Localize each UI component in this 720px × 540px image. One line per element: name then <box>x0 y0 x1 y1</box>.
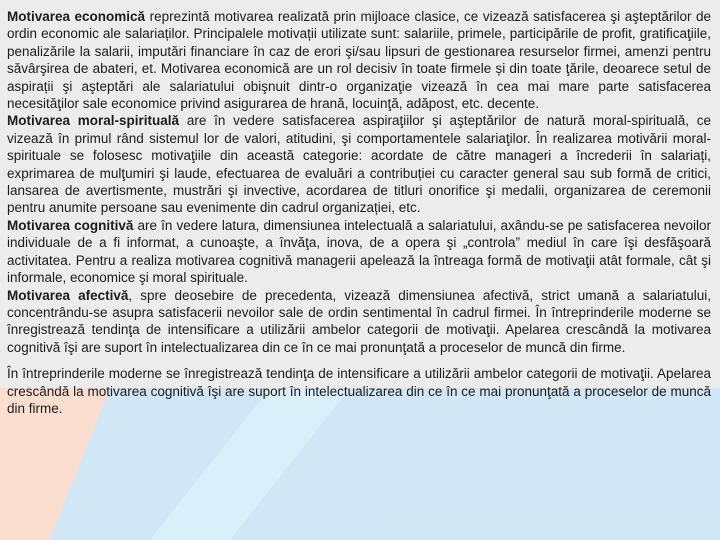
paragraph-cognitive-motivation <box>7 217 711 287</box>
paragraph-affective-motivation <box>7 287 711 357</box>
paragraph-moral-spiritual-motivation <box>7 112 711 216</box>
paragraph-text: are în vedere latura, dimensiunea intelectuală a salariatului, axându-se pe satisfacerea nevoilor individuale de a fi informat, a cunoaşte, a învăţa, inova, de a opera şi „controla” mediul în care îşi desfăşoară activitatea. Pentru a realiza motivarea cognitivă managerii apelează la întreaga formă de motivaţii atât formale, cât şi informale, economice şi moral spirituale. <box>7 217 711 286</box>
term-economic-motivation: Motivarea economică <box>7 9 146 24</box>
term-moral-spiritual-motivation: Motivarea moral-spirituală <box>7 113 180 129</box>
paragraph-economic-motivation <box>7 8 711 112</box>
paragraph-text: are în vedere satisfacerea aspiraţiilor şi aşteptărilor de natură moral-spirituală, ce vizează în primul rând sistemul lor de valori, atitudini, şi comportamentele salariaţilor. În realizarea motivării moral-spirituale se folosesc motivaţiile din această categorie: acordate de către manageri a încrederii în salariați, exprimarea de mulţumiri şi laude, efectuarea de evaluări a contribuției cu caracter general sau sub formă de critici, lansarea de avertismente, mustrări şi invective, acordarea de titluri onorifice şi medalii, organizarea de ceremonii pentru anumite persoane sau evenimente din cadrul organizației, etc. <box>7 113 711 216</box>
paragraph-text: , spre deosebire de precedenta, vizează dimensiunea afectivă, strict umană a salariatului, concentrându-se asupra satisfacerii nevoilor sale de ordin sentimental în cadrul firmei. În întreprinderile moderne se înregistrează tendinţa de intensificare a utilizării ambelor categorii de motivaţii. Apelarea crescândă la motivarea cognitivă îşi are suport în intelectualizarea din ce în ce mai pronunţată a proceselor de muncă din firme. <box>7 287 711 355</box>
paragraph-text: reprezintă motivarea realizată prin mijloace clasice, ce vizează satisfacerea şi aşteptărilor de ordin economic ale salariaților. Principalele motivații utilizate sunt: salariile, primele, participările de profit, gratificaţiile, penalizările la salarii, imputări financiare în caz de erori şi/sau lipsuri de gestionarea resurselor firmei, amenzi pentru săvârşirea de abateri, et. Motivarea economică are un rol decisiv în toate firmele și din toate ţările, deoarece setul de aspirații şi aşteptări ale salariatului obişnuit dintr-o organizaţie vizează în cea mai mare parte satisfacerea necesităţilor sale economice privind asigurarea de hrană, locuinţă, adăpost, etc. decente. <box>7 9 712 112</box>
paragraph-repeated: În întreprinderile moderne se înregistrează tendinţa de intensificare a utilizării ambelor categorii de motivaţii. Apelarea crescândă la motivarea cognitivă îşi are suport în intelectualizarea din ce în ce mai pronunţată a proceselor de muncă din firme. <box>7 366 711 416</box>
term-cognitive-motivation: Motivarea cognitivă <box>7 217 134 233</box>
slide-body-text <box>7 8 711 417</box>
term-affective-motivation: Motivarea afectivă <box>7 287 129 303</box>
